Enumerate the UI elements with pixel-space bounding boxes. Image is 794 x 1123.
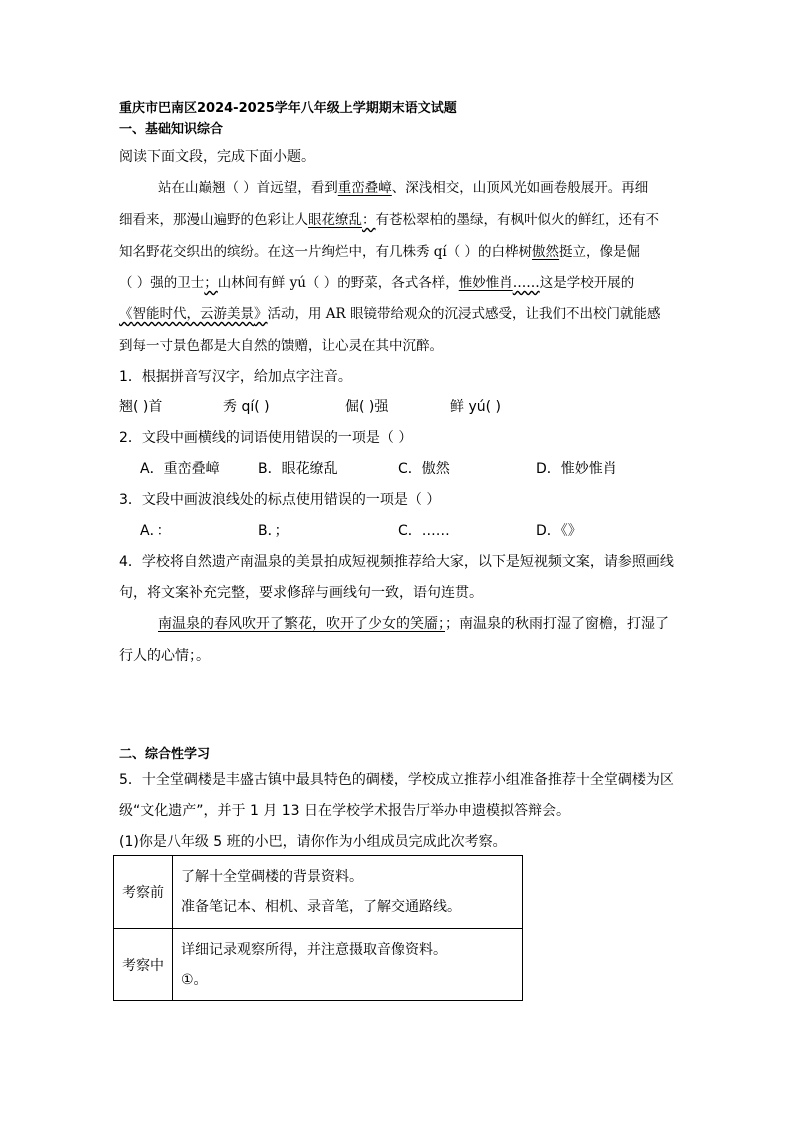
row-label: 考察前 <box>114 856 173 929</box>
passage-line-3 <box>119 240 640 260</box>
q1-item-2: 秀 qí( ) <box>223 399 270 415</box>
q3-option-a[interactable]: A．： <box>140 523 171 539</box>
underlined-word-3: 傲然 <box>532 244 560 260</box>
q1-item-1: 翘( )首 <box>119 399 163 415</box>
text: 活动，用 AR 眼镜带给观众的沉浸式感受，让我们不出校门就能感 <box>267 306 661 322</box>
table-row <box>114 929 523 1001</box>
passage-line-2 <box>119 208 659 228</box>
row-content <box>173 929 523 1001</box>
q2-stem: 2．文段中画横线的词语使用错误的一项是（ ） <box>119 430 413 446</box>
row-line: 了解十全堂碉楼的背景资料。 <box>181 869 363 885</box>
q1-item-3: 倔( )强 <box>345 399 389 415</box>
q3-stem: 3．文段中画波浪线处的标点使用错误的一项是（ ） <box>119 492 441 508</box>
wavy-punct-4: 《 <box>119 306 133 322</box>
q4-copy-line-2: 行人的心情；。 <box>119 648 210 664</box>
observation-table <box>113 855 523 1001</box>
q3-option-c[interactable]: C．…… <box>398 523 450 539</box>
text: 、深浅相交，山顶风光如画卷般展开。再细 <box>391 180 649 196</box>
q5-stem-line-2: 级“文化遗产”，并于 1 月 13 日在学校学术报告厅举办申遗模拟答辩会。 <box>119 803 571 819</box>
underlined-word-2: 眼花缭乱 <box>308 212 362 228</box>
underlined-word-4: 惟妙惟肖 <box>458 275 513 291</box>
row-label: 考察中 <box>114 929 173 1001</box>
section2-heading: 二、综合性学习 <box>119 747 211 762</box>
row-line: 详细记录观察所得，并注意摄取音像资料。 <box>181 941 447 958</box>
event-name: 智能时代，云游美景 <box>132 306 254 322</box>
row-content <box>173 856 523 929</box>
table-row <box>114 856 523 929</box>
text: 站在山巅翘（ ）首远望，看到 <box>158 180 338 196</box>
passage-line-6: 到每一寸景色都是大自然的馈赠，让心灵在其中沉醉。 <box>119 338 443 354</box>
q4-stem-line-1: 4．学校将自然遗产南温泉的美景拍成短视频推荐给大家，以下是短视频文案，请参照画线 <box>119 554 674 570</box>
passage-line-5 <box>119 302 661 322</box>
q3-option-d[interactable]: D．《》 <box>536 523 582 539</box>
wavy-punct-3: …… <box>512 275 540 291</box>
model-sentence: 南温泉的春风吹开了繁花，吹开了少女的笑靥； <box>158 616 445 632</box>
text: 有苍松翠柏的墨绿，有枫叶似火的鲜红，还有不 <box>375 212 659 228</box>
text: 细看来，那漫山遍野的色彩让人 <box>119 212 308 228</box>
text: 挺立，像是倔 <box>559 244 641 260</box>
passage-line-1 <box>158 176 648 196</box>
q4-copy-line-1 <box>158 613 669 633</box>
passage-line-4 <box>119 271 634 291</box>
q4-stem-line-2: 句，将文案补充完整，要求修辞与画线句一致，语句连贯。 <box>119 585 483 601</box>
section1-heading: 一、基础知识综合 <box>119 122 224 137</box>
text: 知名野花交织出的缤纷。在这一片绚烂中，有几株秀 qí（ ）的白桦树 <box>119 244 533 260</box>
wavy-punct-2: ； <box>204 275 218 291</box>
q1-stem: 1．根据拼音写汉字，给加点字注音。 <box>119 369 352 385</box>
exam-title: 重庆市巴南区2024-2025学年八年级上学期期末语文试题 <box>119 101 457 116</box>
q5-stem-line-1: 5．十全堂碉楼是丰盛古镇中最具特色的碉楼，学校成立推荐小组准备推荐十全堂碉楼为区 <box>119 772 674 788</box>
q2-option-b[interactable]: B．眼花缭乱 <box>258 461 338 477</box>
text: 山林间有鲜 yú（ ）的野菜，各式各样， <box>217 275 459 291</box>
wavy-punct-5: 》 <box>254 306 268 322</box>
text: （ ）强的卫士 <box>119 275 205 291</box>
text: 这是学校开展的 <box>539 275 635 291</box>
q2-option-c[interactable]: C．傲然 <box>398 461 450 477</box>
text: ；南温泉的秋雨打湿了窗檐，打湿了 <box>445 616 669 632</box>
q3-option-b[interactable]: B．； <box>258 523 289 539</box>
q2-option-d[interactable]: D．惟妙惟肖 <box>536 461 617 477</box>
q5-sub1: (1)你是八年级 5 班的小巴，请你作为小组成员完成此次考察。 <box>119 834 507 850</box>
row-line: 准备笔记本、相机、录音笔，了解交通路线。 <box>181 899 461 915</box>
answer-blank[interactable]: ①。 <box>181 971 208 988</box>
wavy-punct-1: ： <box>362 212 376 228</box>
q1-item-4: 鲜 yú( ) <box>450 399 501 415</box>
q2-option-a[interactable]: A．重峦叠嶂 <box>140 461 220 477</box>
instruction: 阅读下面文段，完成下面小题。 <box>119 149 315 165</box>
underlined-word-1: 重峦叠嶂 <box>337 180 392 196</box>
